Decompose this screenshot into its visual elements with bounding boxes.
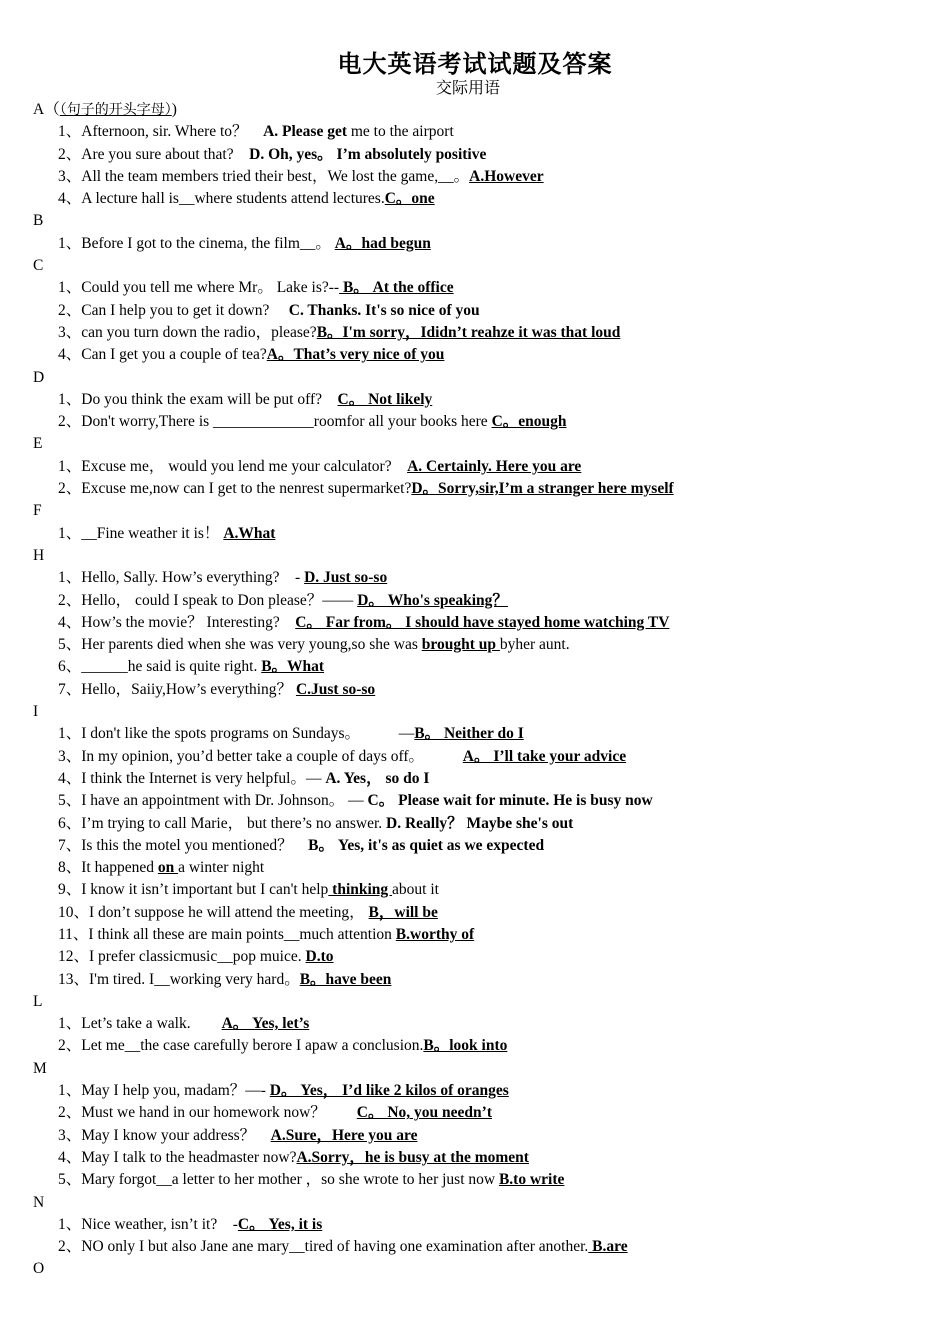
answer-text: B.to write <box>498 1171 565 1189</box>
answer-text: B。 Yes, it's as quiet as we expected <box>308 836 545 854</box>
question-text: 2、Don't worry,There is _____________roomfor all your books here <box>58 413 492 431</box>
answer-text: C。one <box>384 190 435 208</box>
answer-text: on <box>157 859 179 877</box>
question-text: 6、I’m trying to call Marie， but there’s no answer. <box>58 814 387 832</box>
answer-text: C。 Please wait for minute. He is busy now <box>367 792 653 810</box>
answer-text: A. Yes， so do I <box>325 769 430 787</box>
question-item <box>33 1013 933 1035</box>
question-item <box>33 590 933 612</box>
question-text: 3、May I know your address？ <box>58 1126 271 1144</box>
question-text: 1、Do you think the exam will be put off? <box>58 390 338 408</box>
question-item <box>33 1147 933 1169</box>
question-text: 1、Afternoon, sir. Where to？ <box>58 123 264 141</box>
question-item <box>33 902 933 924</box>
question-item <box>33 656 933 678</box>
question-item <box>33 679 933 701</box>
section-letter <box>33 500 933 522</box>
section-letter-text: E <box>33 435 43 453</box>
answer-text: A。had begun <box>334 234 431 252</box>
question-text: 2、Excuse me,now can I get to the nenrest supermarket? <box>58 480 412 498</box>
question-text: 12、I prefer classicmusic__pop muice. <box>58 948 306 966</box>
answer-text: A。 I’ll take your advice <box>462 747 627 765</box>
question-text: 2、Hello， could I speak to Don please？—— <box>58 591 358 609</box>
question-item <box>33 1080 933 1102</box>
question-item <box>33 277 933 299</box>
answer-text: C。 No, you needn’t <box>356 1104 492 1122</box>
section-letter <box>33 991 933 1013</box>
question-text: 2、Can I help you to get it down? <box>58 301 289 319</box>
question-item <box>33 300 933 322</box>
question-item <box>33 344 933 366</box>
question-text: 1、Nice weather, isn’t it? - <box>58 1215 238 1233</box>
section-letter <box>33 1258 933 1280</box>
question-text: 5、Her parents died when she was very young,so she was <box>58 636 422 654</box>
question-text: 1、Could you tell me where Mr。 Lake is?-- <box>58 279 340 297</box>
section-letter <box>33 433 933 455</box>
section-letter-text: O <box>33 1260 45 1278</box>
question-item <box>33 567 933 589</box>
question-text: 4、Can I get you a couple of tea? <box>58 346 267 364</box>
answer-text: D. Just so-so <box>304 569 388 587</box>
answer-text: C。 Far from。 I should have stayed home watching TV <box>295 613 670 631</box>
question-text: 4、A lecture hall is__where students attend lectures. <box>58 190 385 208</box>
answer-text: D。Sorry,sir,I’m a stranger here myself <box>411 480 674 498</box>
question-text: 2、Must we hand in our homework now？ <box>58 1104 357 1122</box>
answer-text: B.are <box>588 1238 628 1256</box>
question-item <box>33 1102 933 1124</box>
answer-text: A.However <box>469 167 544 185</box>
question-item <box>33 233 933 255</box>
section-letter <box>33 367 933 389</box>
question-text: 9、I know it isn’t important but I can't help <box>58 881 329 899</box>
section-letter <box>33 255 933 277</box>
question-text: 2、Let me__the case carefully berore I apaw a conclusion. <box>58 1037 424 1055</box>
answer-text: D. Oh, yes。 I’m absolutely positive <box>249 145 487 163</box>
question-tail: byher aunt. <box>499 636 570 654</box>
question-item <box>33 879 933 901</box>
question-list <box>33 99 933 1281</box>
section-hint-end: ) <box>171 101 177 118</box>
answer-text: thinking <box>328 881 393 899</box>
question-text: 1、Excuse me， would you lend me your calculator? <box>58 457 408 475</box>
section-letter-text: N <box>33 1193 45 1211</box>
question-text: 1、Hello, Sally. How’s everything? - <box>58 569 305 587</box>
section-letter-text: H <box>33 546 45 564</box>
question-item <box>33 523 933 545</box>
section-letter-text: A（ <box>33 101 60 118</box>
answer-text: B。I'm sorry，Ididn’t reahze it was that loud <box>316 323 621 341</box>
answer-text: B，will be <box>368 903 438 921</box>
question-item <box>33 924 933 946</box>
answer-text: A.What <box>223 524 276 542</box>
question-item <box>33 813 933 835</box>
answer-text: B.worthy of <box>395 925 475 943</box>
question-item <box>33 835 933 857</box>
question-text: 5、Mary forgot__a letter to her mother ，so she wrote to her just now <box>58 1171 499 1189</box>
question-text: 2、Are you sure about that? <box>58 145 250 163</box>
section-letter <box>33 99 933 121</box>
question-tail: a winter night <box>178 859 265 877</box>
section-letter <box>33 1058 933 1080</box>
section-letter <box>33 1192 933 1214</box>
question-text: 4、How’s the movie？ Interesting? <box>58 613 296 631</box>
answer-text: B。have been <box>299 970 392 988</box>
section-letter <box>33 701 933 723</box>
question-item <box>33 456 933 478</box>
section-letter-text: M <box>33 1059 47 1077</box>
question-text: 1、Let’s take a walk. <box>58 1015 222 1033</box>
answer-text: A.Sure，Here you are <box>270 1126 418 1144</box>
question-text: 1、__Fine weather it is！ <box>58 524 224 542</box>
answer-text: D.to <box>305 948 334 966</box>
section-letter-text: F <box>33 502 42 520</box>
section-letter-text: B <box>33 212 44 230</box>
question-text: 1、Before I got to the cinema, the film__。 <box>58 234 335 252</box>
question-item <box>33 969 933 991</box>
answer-text: B。 At the office <box>339 279 454 297</box>
question-item <box>33 790 933 812</box>
question-item <box>33 1214 933 1236</box>
question-text: 4、May I talk to the headmaster now? <box>58 1148 297 1166</box>
answer-text: C. Thanks. It's so nice of you <box>288 301 480 319</box>
answer-text: C。 Not likely <box>337 390 433 408</box>
question-text: 1、May I help you, madam？—- <box>58 1082 270 1100</box>
answer-text: A. Certainly. Here you are <box>407 457 582 475</box>
answer-text: A. Please get <box>263 123 347 141</box>
question-item <box>33 746 933 768</box>
section-letter-text: C <box>33 257 44 275</box>
question-text: 6、______he said is quite right. <box>58 658 262 676</box>
section-letter-text: D <box>33 368 45 386</box>
section-letter-text: L <box>33 992 43 1010</box>
answer-text: D. Really？ Maybe she's out <box>386 814 574 832</box>
question-text: 13、I'm tired. I__working very hard。 <box>58 970 300 988</box>
question-text: 8、It happened <box>58 859 158 877</box>
question-item <box>33 1169 933 1191</box>
page-title: 电大英语考试试题及答案 <box>337 50 613 78</box>
question-text: 10、I don’t suppose he will attend the meeting， <box>58 903 369 921</box>
question-item <box>33 768 933 790</box>
question-tail: about it <box>392 881 439 899</box>
section-letter-text: I <box>33 703 39 721</box>
question-text: 11、I think all these are main points__much attention <box>58 925 396 943</box>
answer-text: B。 Neither do I <box>414 725 524 743</box>
answer-text: C。enough <box>491 413 567 431</box>
question-item <box>33 1035 933 1057</box>
question-tail: me to the airport <box>347 123 454 141</box>
answer-text: A。 Yes, let’s <box>221 1015 310 1033</box>
section-letter <box>33 545 933 567</box>
question-text: 3、can you turn down the radio，please? <box>58 323 317 341</box>
question-text: 5、I have an appointment with Dr. Johnson。 — <box>58 792 368 810</box>
question-item <box>33 188 933 210</box>
question-item <box>33 1125 933 1147</box>
answer-text: B。What <box>261 658 325 676</box>
question-item <box>33 121 933 143</box>
answer-text: brought up <box>421 636 500 654</box>
answer-text: C。 Yes, it is <box>237 1215 323 1233</box>
question-item <box>33 411 933 433</box>
question-item <box>33 166 933 188</box>
question-text: 4、I think the Internet is very helpful。— <box>58 769 326 787</box>
answer-text: B。look into <box>423 1037 508 1055</box>
section-letter <box>33 210 933 232</box>
question-text: 1、I don't like the spots programs on Sundays。 — <box>58 725 415 743</box>
question-item <box>33 389 933 411</box>
question-item <box>33 723 933 745</box>
answer-text: A。That’s very nice of you <box>266 346 445 364</box>
question-item <box>33 144 933 166</box>
answer-text: A.Sorry，he is busy at the moment <box>296 1148 529 1166</box>
question-item <box>33 612 933 634</box>
question-text: 7、Hello，Saiiy,How’s everything？ <box>58 680 296 698</box>
question-item <box>33 946 933 968</box>
page-subtitle: 交际用语 <box>435 78 500 97</box>
question-text: 3、All the team members tried their best，We lost the game,__。 <box>58 167 470 185</box>
question-text: 3、In my opinion, you’d better take a couple of days off。 <box>58 747 463 765</box>
question-item <box>33 1236 933 1258</box>
question-item <box>33 478 933 500</box>
answer-text: D。 Who's speaking？ <box>357 591 508 609</box>
question-text: 2、NO only I but also Jane ane mary__tired of having one examination after another. <box>58 1238 589 1256</box>
answer-text: C.Just so-so <box>295 680 376 698</box>
answer-text: D。 Yes， I’d like 2 kilos of oranges <box>269 1082 509 1100</box>
question-text: 7、Is this the motel you mentioned？ <box>58 836 309 854</box>
question-item <box>33 634 933 656</box>
question-item <box>33 857 933 879</box>
section-hint: （句子的开头字母） <box>59 102 172 118</box>
question-item <box>33 322 933 344</box>
